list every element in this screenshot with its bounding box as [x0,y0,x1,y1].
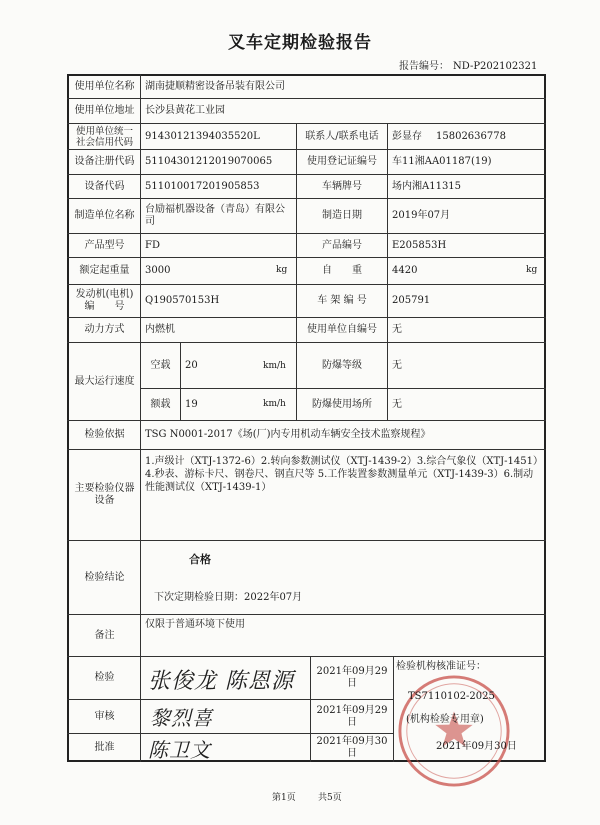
rated-load-label: 额载 [150,398,171,410]
model-label: 产品型号 [84,239,125,251]
manufacture-date-label: 制造日期 [322,210,362,221]
report-title: 叉车定期检验报告 [228,33,372,53]
ex-place-label: 防爆使用场所 [312,398,372,410]
reg-code-label: 设备注册代码 [74,156,135,167]
user-address-label: 使用单位地址 [74,105,135,116]
conclusion-label: 检验结论 [84,571,125,583]
plate-value: 场内湘A11315 [392,180,462,192]
remarks-label: 备注 [94,629,115,641]
equip-code-value: 51101001720190585​3 [145,180,260,192]
basis-value: TSG N0001-2017《场(厂)内专用机动车辆安全技术监察规程》 [145,429,431,440]
org-approval-number: TS7110102-2025 [408,691,495,702]
basis-label: 检验依据 [84,429,125,440]
page-number: 第1页 [272,793,296,803]
engine-label: 发动机(电机)编 号 [75,289,134,312]
approve-date: 2021年09月30日 [316,736,388,759]
review-label: 审核 [94,710,115,722]
plate-label: 车辆牌号 [322,180,362,192]
ex-place-value: 无 [392,398,402,410]
manufacturer-label: 制造单位名称 [74,210,135,221]
org-approval-label: 检验机构核准证号： [396,661,486,672]
report-number-value: ND-P202102321 [453,61,538,72]
ex-grade-value: 无 [392,359,402,371]
empty-load-speed: 20 [185,359,198,371]
instruments-label: 主要检验仪器设备 [74,483,135,506]
load-value: 3000 [145,265,171,276]
power-label: 动力方式 [84,324,125,335]
reg-code-value: 5110430121201907006​5 [145,156,273,167]
manufacturer-value: 台励福机器设备（青岛）有限公司 [145,204,285,227]
approve-signature: 陈卫文 [148,738,211,762]
internal-no-value: 无 [392,324,402,335]
weight-value: 4420 [392,265,418,276]
contact-label: 联系人/联系电话 [305,130,379,142]
serial-value: E205853H [392,239,447,251]
engine-value: Q190570153H [145,295,220,306]
serial-label: 产品编号 [322,239,362,251]
org-seal-note: (机构检验专用章) [406,714,484,725]
review-date: 2021年09月29日 [316,704,388,728]
conclusion-result: 合格 [189,553,211,566]
approve-label: 批准 [94,742,115,753]
user-address-value: 长沙县黄花工业园 [145,105,225,116]
load-label: 额定起重量 [79,265,130,276]
contact-name: 彭显存 [392,130,422,142]
credit-code-value: 91430121394035520L [145,130,260,142]
cert-label: 使用登记证编号 [307,156,377,167]
total-pages: 共5页 [318,793,342,803]
equip-code-label: 设备代码 [84,180,125,192]
internal-no-label: 使用单位自编号 [307,324,377,335]
contact-phone: 15802636778 [436,130,506,142]
empty-load-unit: km/h [263,361,286,371]
contact-value [388,124,544,149]
next-inspection-date: 下次定期检验日期：2022年07月 [154,592,303,603]
rated-load-unit: km/h [263,399,286,409]
inspect-date: 2021年09月29日 [316,666,388,689]
remarks-value: 仅限于普通环境下使用 [145,619,245,630]
instruments-value: 1.声级计（XTJ-1372-6）2.转向参数测试仪（XTJ-1439-2）3.综合气象仪（XTJ-1451）4.秒表、游标卡尺、钢卷尺、钢直尺等 5.工作装置参数测量单元（XTJ-1439-3）6.制动性能测试仪（XTJ-1439-1） [145,456,538,493]
inspect-label: 检验 [94,672,115,683]
manufacture-date-value: 2019年07月 [392,210,451,221]
org-seal-date: 2021年09月30日 [436,741,517,752]
user-unit-value: 湖南捷顺精密设备吊装有限公司 [145,81,285,92]
inspect-signature: 张俊龙 陈恩源 [148,669,294,694]
user-unit-label: 使用单位名称 [74,81,135,92]
power-value: 内燃机 [145,324,175,335]
weight-label: 自 重 [322,265,362,276]
speed-label: 最大运行速度 [74,375,135,387]
rated-load-speed: 19 [185,398,198,410]
frame-label: 车 架 编 号 [317,295,367,306]
weight-unit: kg [526,265,538,275]
model-value: FD [145,239,160,251]
cert-value: 车11湘AA01187(19) [392,156,492,167]
report-number [395,57,537,72]
empty-load-label: 空载 [150,359,171,371]
report-number-label: 报告编号： [399,61,449,72]
review-signature: 黎烈喜 [150,706,213,730]
credit-code-label: 使用单位统一社会信用代码 [75,125,133,148]
ex-grade-label: 防爆等级 [322,359,362,371]
load-unit: kg [276,265,288,275]
frame-value: 205791 [392,295,431,306]
